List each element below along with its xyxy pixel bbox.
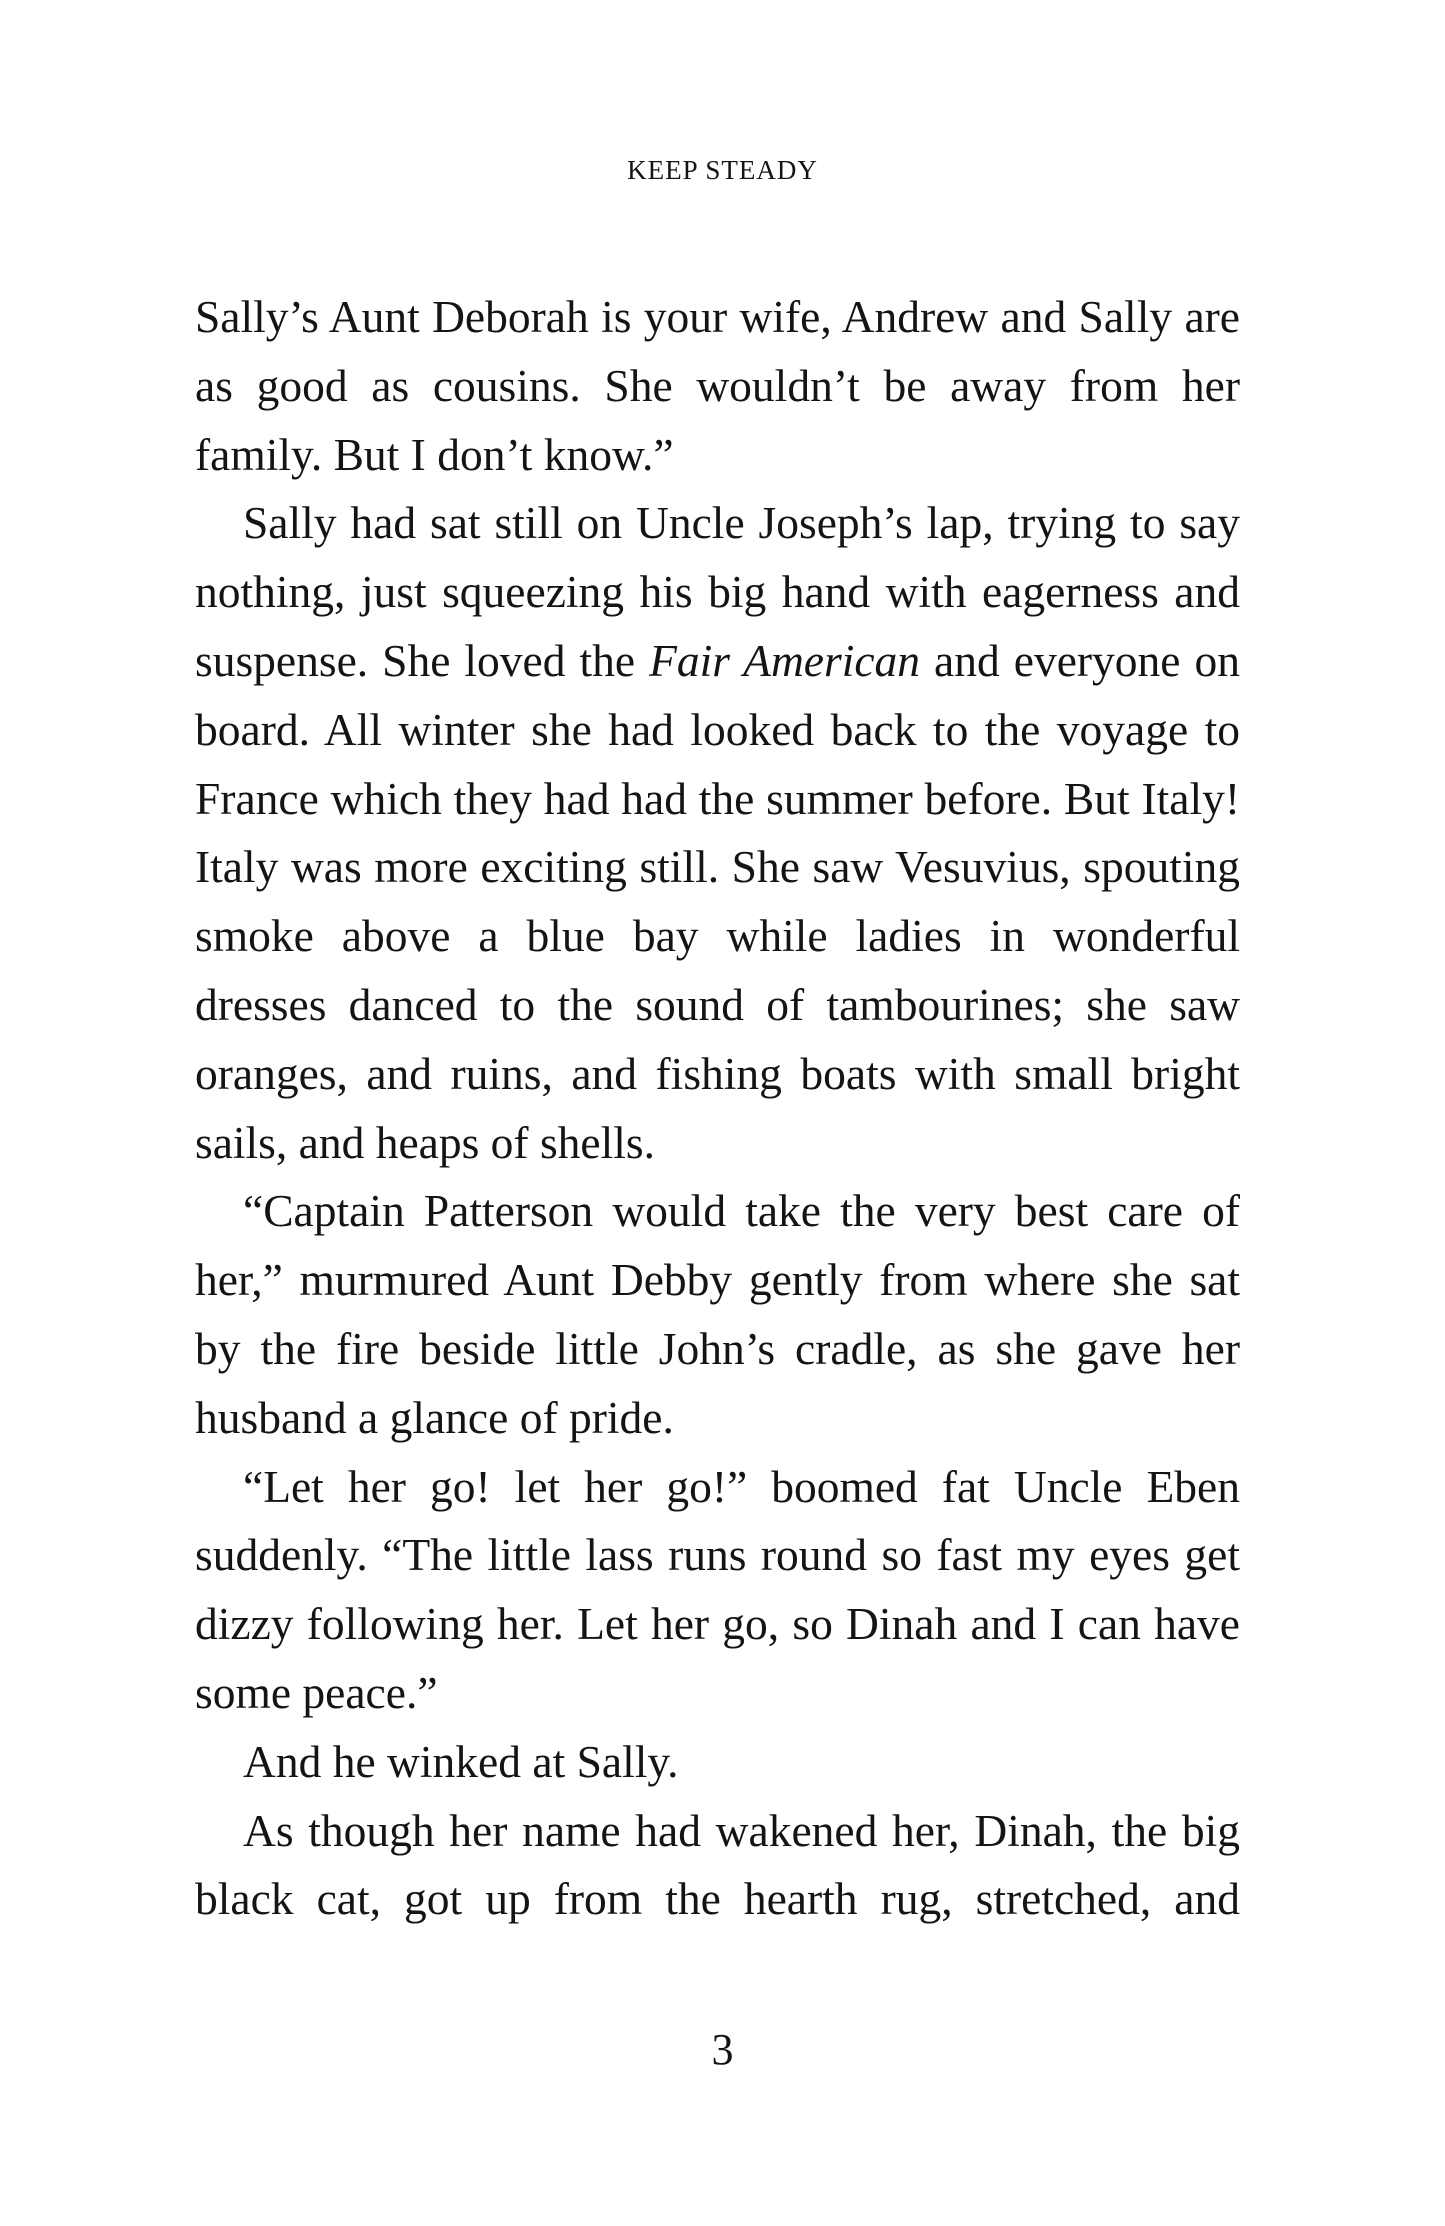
paragraph-2-text-a: Sally had sat still on Uncle Joseph’s lap, trying to say nothing, just squeezing his big hand with eagerness and suspense. She loved the — [195, 497, 1240, 686]
paragraph-6: As though her name had wakened her, Dinah, the big black cat, got up from the hearth rug, stretched, and — [195, 1804, 1240, 1925]
page-number: 3 — [711, 2025, 734, 2074]
paragraph-2 — [195, 489, 1240, 1177]
paragraph-1: Sally’s Aunt Deborah is your wife, Andrew and Sally are as good as cousins. She wouldn’t be away from her family. But I don’t know.” — [195, 291, 1240, 480]
ship-name: Fair American — [649, 634, 921, 686]
running-head: KEEP STEADY — [627, 155, 818, 185]
paragraph-3: “Captain Patterson would take the very best care of her,” murmured Aunt Debby gently from where she sat by the fire beside little John’s cradle, as she gave her husband a glance of pride. — [195, 1185, 1240, 1443]
paragraph-4: “Let her go! let her go!” boomed fat Uncle Eben suddenly. “The little lass runs round so fast my eyes get dizzy following her. Let her go, so Dinah and I can have some peace.” — [195, 1460, 1240, 1718]
paragraph-2-text-b: and everyone on board. All winter she had looked back to the voyage to France which they had had the summer before. But Italy! Italy was more exciting still. She saw Vesuvius, spouting smoke above a blue bay while ladies in wonderful dresses danced to the sound of tambourines; she saw oranges, and ruins, and fishing boats with small bright sails, and heaps of shells. — [195, 634, 1240, 1168]
paragraph-5: And he winked at Sally. — [243, 1735, 679, 1787]
body-text — [195, 283, 1240, 1934]
